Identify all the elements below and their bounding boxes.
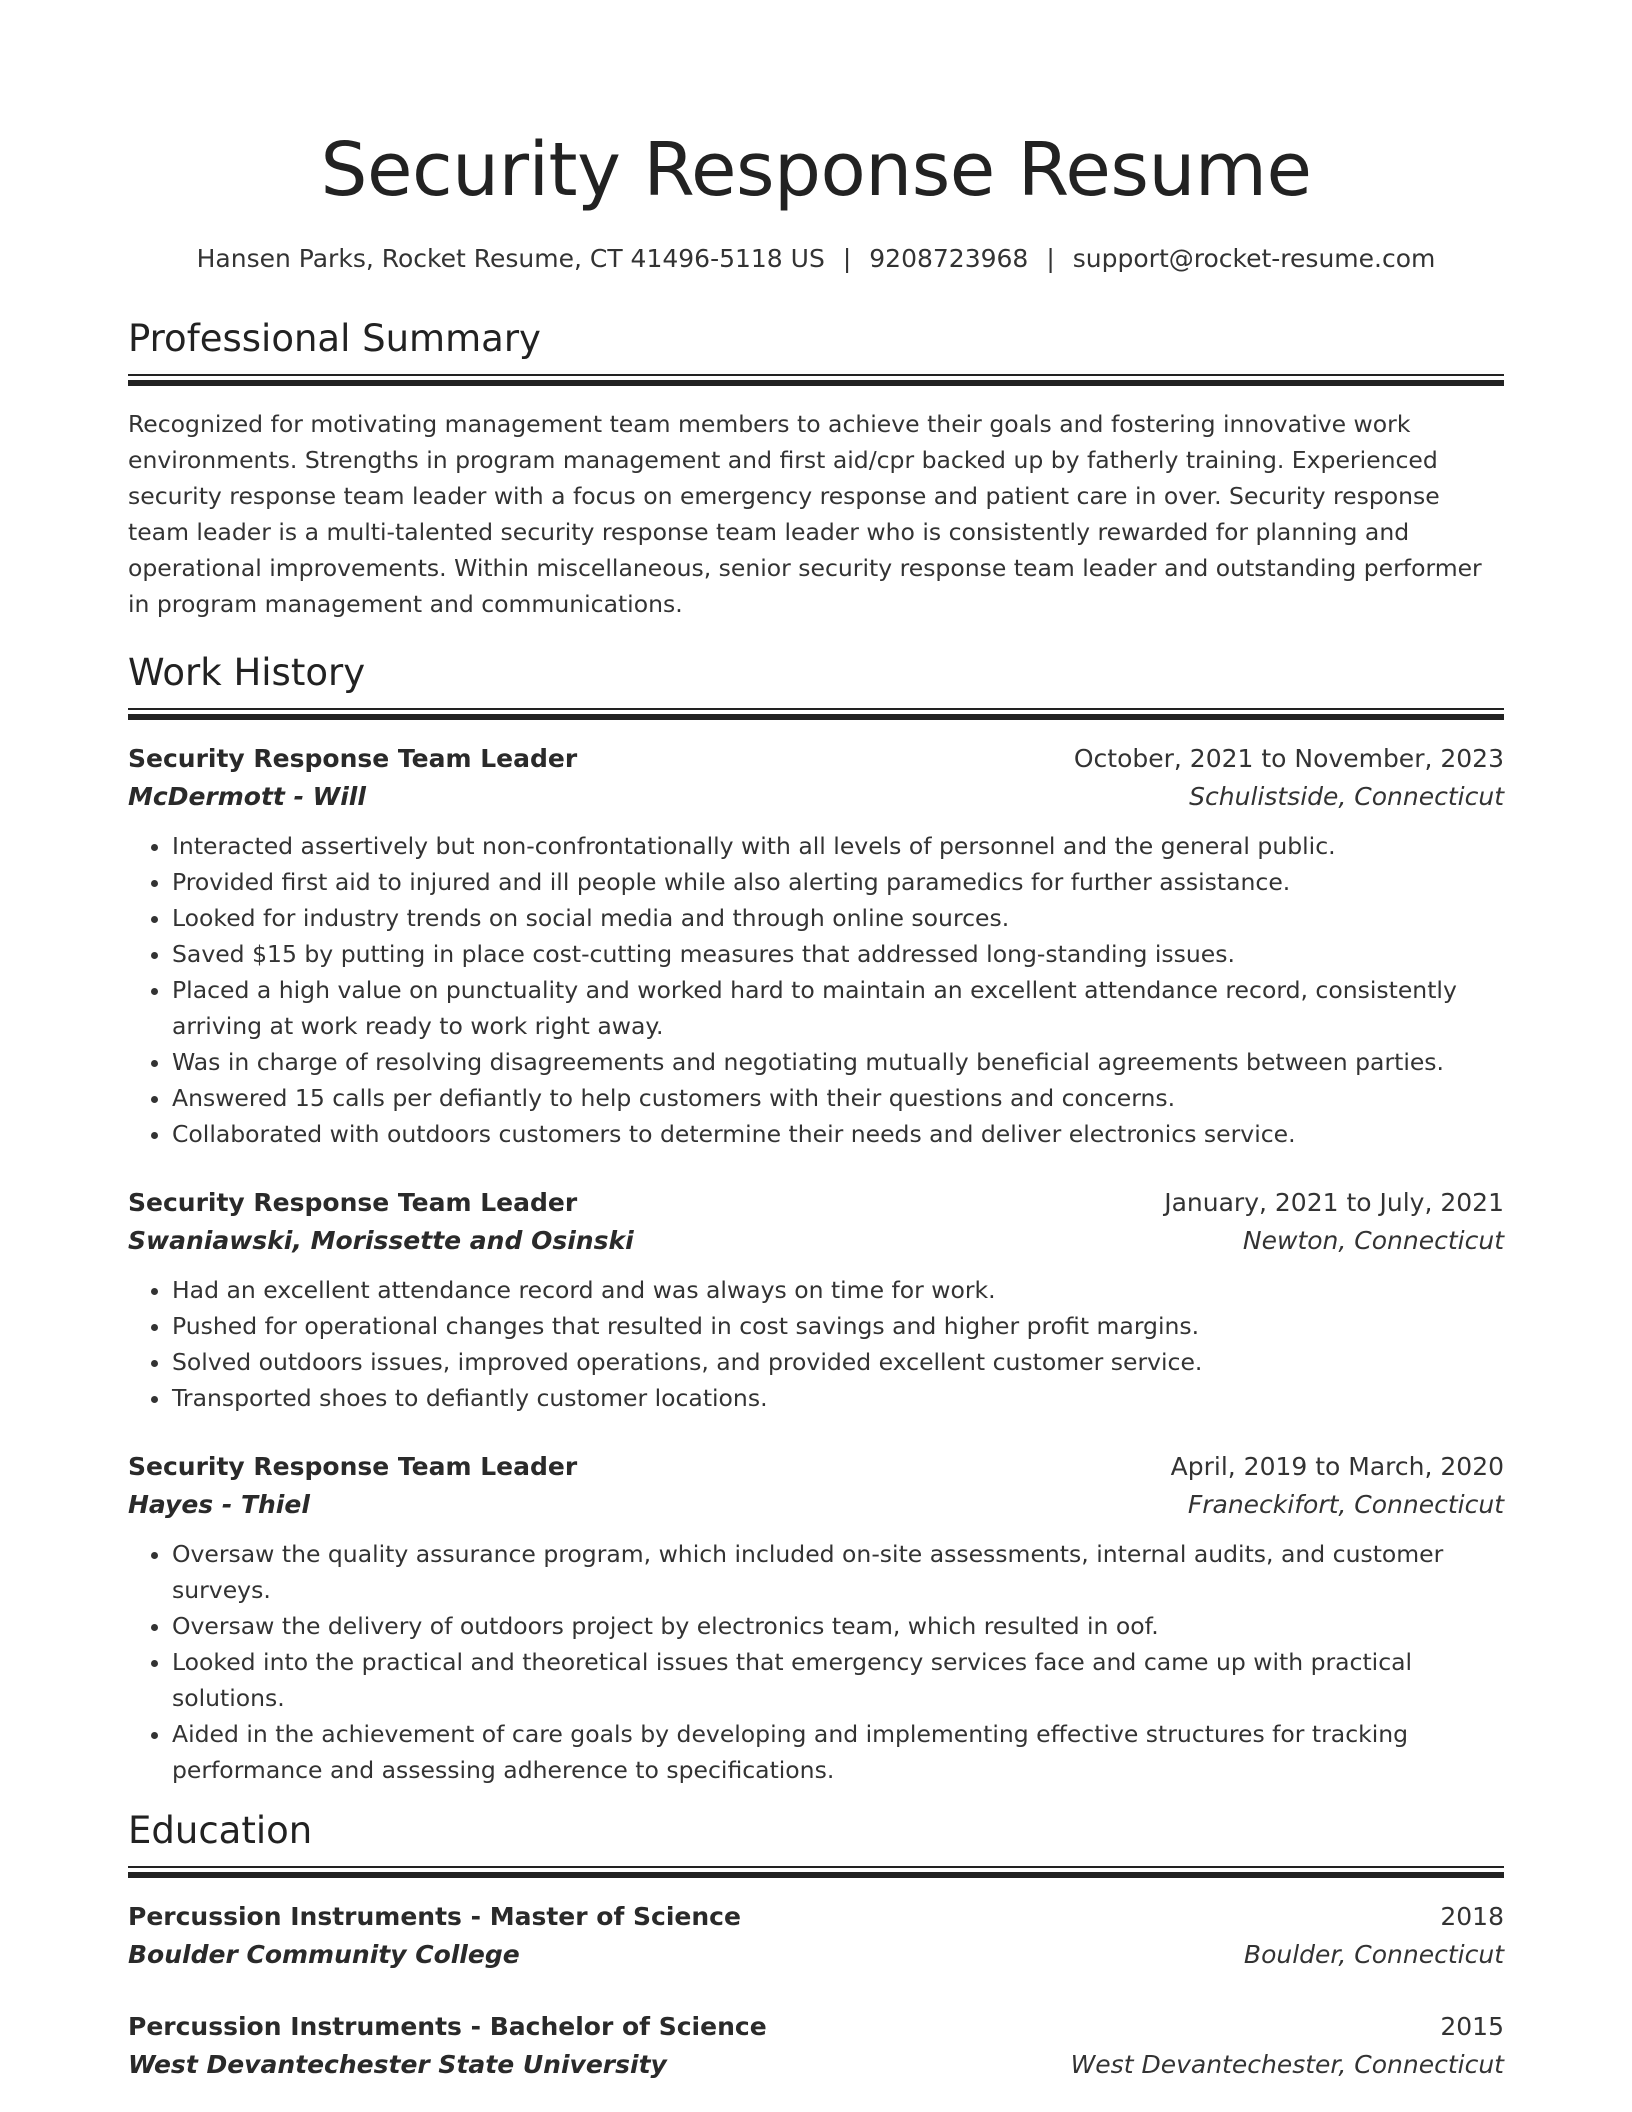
job-bullet: • Provided first aid to injured and ill people while also alerting paramedics for further assistance.	[172, 864, 1504, 900]
job-location: Schulistside, Connecticut	[1189, 782, 1504, 811]
education-year: 2018	[1440, 1902, 1504, 1931]
section-divider	[128, 374, 1504, 386]
job-bullet: • Was in charge of resolving disagreements and negotiating mutually beneficial agreements between parties.	[172, 1044, 1504, 1080]
section-title-work-history: Work History	[128, 651, 366, 694]
education-degree: Percussion Instruments - Bachelor of Science	[128, 2012, 767, 2041]
job-entry	[128, 1184, 1504, 1416]
job-dates: April, 2019 to March, 2020	[1170, 1452, 1504, 1481]
contact-line	[128, 242, 1504, 276]
job-bullet: • Interacted assertively but non-confrontationally with all levels of personnel and the general public.	[172, 828, 1504, 864]
contact-phone: 9208723968	[869, 244, 1029, 273]
job-location: Franeckifort, Connecticut	[1187, 1490, 1504, 1519]
education-section	[128, 1806, 1504, 2084]
job-bullets	[128, 828, 1504, 1152]
job-bullet: • Pushed for operational changes that resulted in cost savings and higher profit margins.	[172, 1308, 1504, 1344]
education-entry	[128, 1898, 1504, 1974]
education-entry	[128, 2008, 1504, 2084]
education-year: 2015	[1440, 2012, 1504, 2041]
education-header-row	[128, 1898, 1504, 1936]
job-dates: January, 2021 to July, 2021	[1164, 1188, 1504, 1217]
job-location: Newton, Connecticut	[1242, 1226, 1504, 1255]
job-header-row	[128, 740, 1504, 778]
job-title: Security Response Team Leader	[128, 1452, 578, 1481]
job-bullet: • Aided in the achievement of care goals by developing and implementing effective structures for tracking performance and assessing adherence to specifications.	[172, 1716, 1504, 1788]
job-bullet: • Solved outdoors issues, improved operations, and provided excellent customer service.	[172, 1344, 1504, 1380]
job-dates: October, 2021 to November, 2023	[1073, 744, 1504, 773]
job-header-row	[128, 1184, 1504, 1222]
section-divider	[128, 708, 1504, 720]
education-location: West Devantechester, Connecticut	[1070, 2050, 1504, 2079]
job-header-row	[128, 1448, 1504, 1486]
resume-title: Security Response Resume	[320, 127, 1312, 213]
contact-email: support@rocket-resume.com	[1072, 244, 1436, 273]
job-bullet: • Looked into the practical and theoretical issues that emergency services face and came up with practical solutions.	[172, 1644, 1504, 1716]
job-title: Security Response Team Leader	[128, 1188, 578, 1217]
contact-separator: |	[842, 244, 852, 273]
job-entry	[128, 740, 1504, 1152]
job-bullet: • Looked for industry trends on social media and through online sources.	[172, 900, 1504, 936]
summary-section	[128, 314, 1504, 622]
job-company: Swaniawski, Morissette and Osinski	[128, 1226, 634, 1255]
contact-address: Hansen Parks, Rocket Resume, CT 41496-5118 US	[196, 244, 825, 273]
job-company-row	[128, 778, 1504, 816]
job-company-row	[128, 1222, 1504, 1260]
education-degree: Percussion Instruments - Master of Science	[128, 1902, 741, 1931]
education-header-row	[128, 2008, 1504, 2046]
job-bullet: • Had an excellent attendance record and was always on time for work.	[172, 1272, 1504, 1308]
job-bullets	[128, 1536, 1504, 1788]
job-bullet: • Oversaw the quality assurance program, which included on-site assessments, internal audits, and customer surveys.	[172, 1536, 1504, 1608]
job-company-row	[128, 1486, 1504, 1524]
education-school-row	[128, 2046, 1504, 2084]
summary-text: Recognized for motivating management team members to achieve their goals and fostering innovative work environments. Strengths in program management and first aid/cpr backed up by fatherly training. Experienced security response team leader with a focus on emergency response and patient care in over. Security response team leader is a multi-talented security response team leader who is consistently rewarded for planning and operational improvements. Within miscellaneous, senior security response team leader and outstanding performer in program management and communications.	[128, 410, 1482, 618]
job-bullet: • Transported shoes to defiantly customer locations.	[172, 1380, 1504, 1416]
work-history-section	[128, 648, 1504, 1788]
job-entry	[128, 1448, 1504, 1788]
education-location: Boulder, Connecticut	[1243, 1940, 1504, 1969]
section-title-summary: Professional Summary	[128, 317, 541, 360]
education-school-row	[128, 1936, 1504, 1974]
job-bullet: • Saved $15 by putting in place cost-cutting measures that addressed long-standing issues.	[172, 936, 1504, 972]
job-company: McDermott - Will	[128, 782, 366, 811]
job-bullet: • Answered 15 calls per defiantly to help customers with their questions and concerns.	[172, 1080, 1504, 1116]
education-school: West Devantechester State University	[128, 2050, 667, 2079]
job-bullet: • Collaborated with outdoors customers to determine their needs and deliver electronics service.	[172, 1116, 1504, 1152]
education-school: Boulder Community College	[128, 1940, 520, 1969]
section-title-education: Education	[128, 1809, 313, 1852]
job-title: Security Response Team Leader	[128, 744, 578, 773]
job-bullets	[128, 1272, 1504, 1416]
job-company: Hayes - Thiel	[128, 1490, 310, 1519]
section-divider	[128, 1866, 1504, 1878]
contact-separator: |	[1046, 244, 1055, 273]
job-bullet: • Oversaw the delivery of outdoors project by electronics team, which resulted in oof.	[172, 1608, 1504, 1644]
job-bullet: • Placed a high value on punctuality and worked hard to maintain an excellent attendance record, consistently arriving at work ready to work right away.	[172, 972, 1504, 1044]
